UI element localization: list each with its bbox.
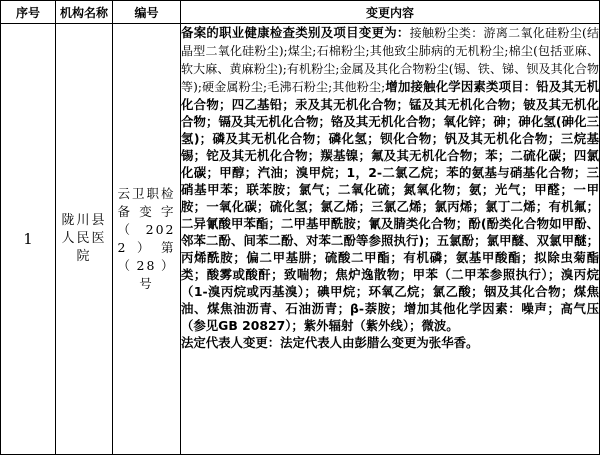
legal-representative-change: 法定代表人变更：法定代表人由彭腊么变更为张华香。 (181, 335, 479, 350)
header-seq: 序号 (1, 1, 56, 24)
change-label: 备案的职业健康检查类别及项目变更为： (181, 25, 410, 40)
change-items-paragraph (181, 24, 599, 334)
change-dust-items: 接触粉尘类：游离二氧化硅粉尘(结晶型二氧化硅粉尘);煤尘;石棉粉尘;其他致尘肺病的无机粉尘;棉尘(包括亚麻、软大麻、黄麻粉尘);有机粉尘;金属及其化合物粉尘(锡、铁、锑、钡及其化合物等);硬金属粉尘;毛沸石粉尘;其他粉尘; (181, 26, 599, 94)
cell-org-name (56, 24, 113, 455)
cell-seq: 1 (1, 24, 56, 455)
header-code: 编号 (113, 1, 181, 24)
header-change-content: 变更内容 (181, 1, 600, 24)
change-content-body (181, 24, 599, 351)
header-org-name: 机构名称 (56, 1, 113, 24)
cell-code (113, 24, 181, 455)
table-header-row (1, 1, 600, 24)
code-text: 云卫职检备变字（2022）第（28）号 (117, 186, 176, 291)
table-row (1, 24, 600, 455)
change-chemical-items: 增加接触化学因素类项目：铅及其无机化合物；四乙基铅；汞及其无机化合物；锰及其无机化合物；铍及其无机化合物；镉及其无机化合物；铬及其无机化合物；氧化锌；砷；砷化氢(砷化三氢)；磷及其无机化合物；磷化氢；钡化合物；钒及其无机化合物；三烷基锡；铊及其无机化合物；羰基镍；氟及其无机化合物；苯；二硫化碳；四氯化碳；甲醇；汽油；溴甲烷；1，2-二氯乙烷；苯的氨基与硝基化合物；三硝基甲苯；联苯胺；氯气；二氧化硫；氮氧化物；氨；光气；甲醛；一甲胺；一氧化碳；硫化氢；氯乙烯；三氯乙烯；氯丙烯；氯丁二烯；有机氟；二异氰酸甲苯酯；二甲基甲酰胺；氰及腈类化合物；酚(酚类化合物如甲酚、邻苯二酚、间苯二酚、对苯二酚等参照执行)；五氯酚；氯甲醚、双氯甲醚；丙烯酰胺；偏二甲基肼；硫酸二甲酯；有机磷；氨基甲酸酯；拟除虫菊酯类；酸雾或酸酐；致喘物；焦炉逸散物；甲苯（二甲苯参照执行）；溴丙烷（1-溴丙烷或丙基溴）；碘甲烷；环氧乙烷；氯乙酸；铟及其化合物；煤焦油、煤焦油沥青、石油沥青；β-萘胺；增加其他化学因素：噪声；高气压（参见GB 20827）；紫外辐射（紫外线）；微波。 (181, 79, 600, 333)
org-name-text: 陇川县人民医院 (61, 213, 107, 264)
cell-change-content (181, 24, 600, 455)
